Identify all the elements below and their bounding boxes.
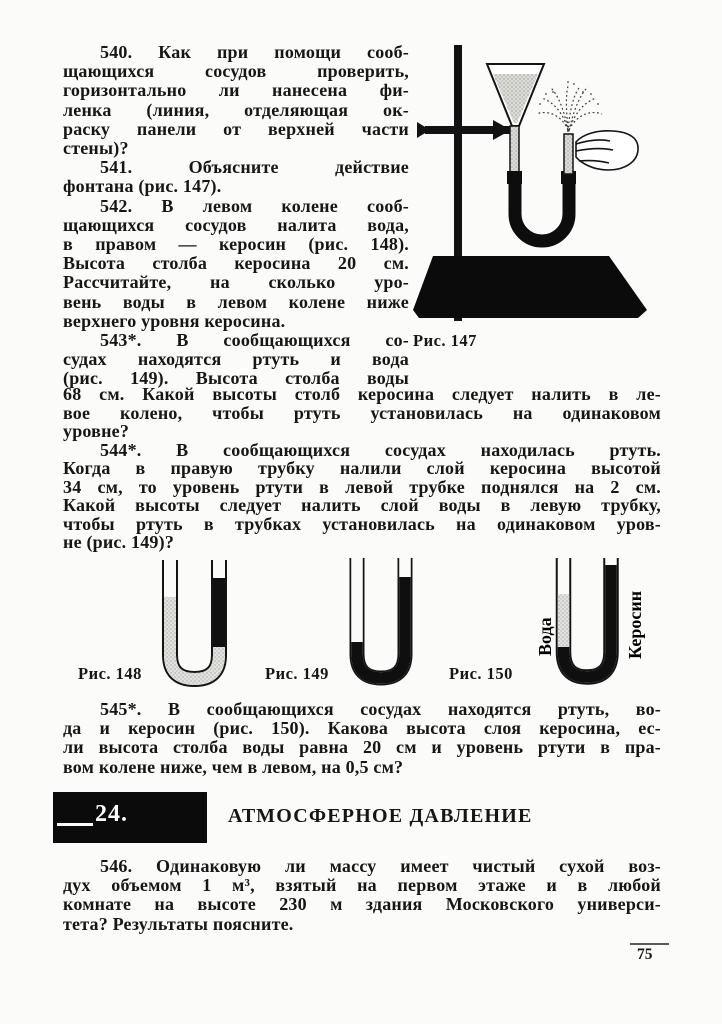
text-line: тета? Результаты поясните.	[63, 913, 294, 934]
fig150-label-water: Вода	[535, 617, 555, 656]
text-line: 541. Объясните действие	[100, 157, 409, 178]
section-number-box	[53, 792, 207, 843]
text-line: вень воды в левом колене ниже	[63, 291, 409, 312]
text-line: в правом — керосин (рис. 148).	[63, 234, 409, 255]
text-line: 543*. В сообщающихся со-	[100, 330, 409, 351]
text-line: (рис. 149). Высота столба воды	[63, 368, 409, 389]
text-line: стены)?	[63, 138, 129, 159]
fig148-illustration	[150, 548, 242, 698]
text-line: комнате на высоте 230 м здания Московского универси-	[63, 894, 661, 915]
text-line: судах находятся ртуть и вода	[63, 349, 409, 370]
text-line: 546. Одинаковую ли массу имеет чистый сухой воз-	[100, 856, 661, 876]
section-title: АТМОСФЕРНОЕ ДАВЛЕНИЕ	[228, 805, 533, 827]
text-line: вом колене ниже, чем в левом, на 0,5 см?	[63, 756, 404, 777]
text-line: щающихся сосудов проверить,	[63, 61, 409, 82]
text-block-mid	[63, 385, 661, 552]
text-line: Какой высоты следует налить слой воды в левую трубку,	[63, 495, 661, 515]
fig150-illustration	[518, 548, 650, 698]
text-line: вое колено, чтобы ртуть установилась на одинаковом	[63, 402, 661, 423]
page-number-rule	[630, 943, 669, 945]
text-line: горизонтально ли нанесена фи-	[63, 80, 409, 101]
fig149-caption: Рис. 149	[265, 664, 329, 683]
text-line: 68 см. Какой высоты столб керосина следует налить в ле-	[63, 384, 661, 404]
text-line: раску панели от верхней части	[63, 118, 409, 139]
section-number: 24.	[95, 801, 128, 827]
text-line: да и керосин (рис. 150). Какова высота слоя керосина, ес-	[63, 718, 661, 739]
text-line: 540. Как при помощи сооб-	[100, 42, 409, 62]
text-column-left	[63, 43, 409, 389]
text-line: 544*. В сообщающихся сосудах находилась ртуть.	[100, 439, 661, 460]
section-dash	[57, 823, 93, 826]
text-line: ленка (линия, отделяющая ок-	[63, 99, 409, 120]
text-line: 34 см, то уровень ртути в левой трубке поднялся на 2 см.	[63, 476, 661, 497]
fig147-caption: Рис. 147	[413, 331, 477, 350]
text-line: 542. В левом колене сооб-	[100, 195, 409, 216]
funnel	[487, 64, 544, 176]
text-line: уровне?	[63, 421, 130, 441]
fig150-label-kerosene: Керосин	[625, 590, 645, 659]
fountain-spray	[536, 86, 602, 132]
text-line: Когда в правую трубку налили слой керосина высотой	[63, 458, 661, 478]
text-line: 545*. В сообщающихся сосудах находятся ртуть, во-	[100, 699, 661, 719]
fig150-caption: Рис. 150	[449, 664, 513, 683]
page-number: 75	[637, 946, 653, 963]
glass-nozzle	[564, 134, 573, 174]
text-line: Рассчитайте, на сколько уро-	[63, 272, 409, 293]
text-block-545	[63, 700, 661, 777]
text-line: фонтана (рис. 147).	[63, 176, 222, 197]
rubber-tube	[507, 171, 576, 241]
fig148-caption: Рис. 148	[78, 664, 142, 683]
text-line: ли высота столба воды равна 20 см и уровень ртути в пра-	[63, 737, 661, 758]
hand	[576, 131, 638, 170]
text-line: чтобы ртуть в трубках установилась на одинаковом уров-	[63, 513, 661, 534]
text-block-546	[63, 857, 661, 934]
text-line: верхнего уровня керосина.	[63, 310, 286, 331]
fig149-illustration	[338, 548, 426, 698]
text-line: не (рис. 149)?	[63, 532, 175, 552]
fig147-illustration	[403, 30, 683, 330]
text-line: дух объемом 1 м³, взятый на первом этаже и в любой	[63, 875, 661, 896]
text-line: щающихся сосудов налита вода,	[63, 214, 409, 235]
text-line: Высота столба керосина 20 см.	[63, 253, 409, 274]
